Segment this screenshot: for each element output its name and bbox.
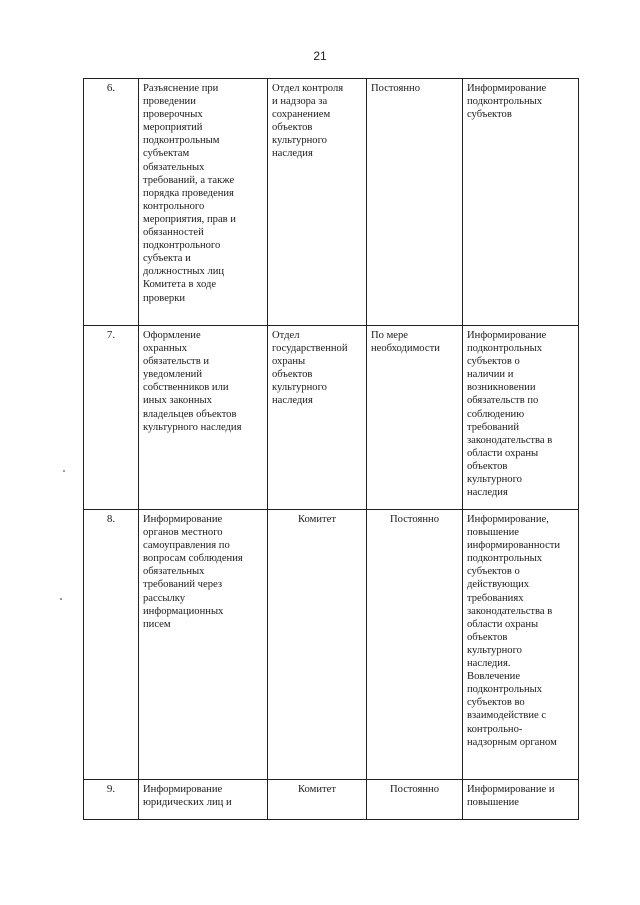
responsible-cell: Отдел контроля и надзора за сохранением объектов культурного наследия <box>268 79 367 326</box>
activity-cell: Разъяснение при проведении проверочных мероприятий подконтрольным субъектам обязательных требований, а также порядка проведения контрольного мероприятия, прав и обязанностей подконтрольного субъекта и должностных лиц Комитета в ходе проверки <box>139 79 268 326</box>
deadline-cell: Постоянно <box>367 510 463 780</box>
row-number: 8. <box>84 510 139 780</box>
activity-cell: Информирование органов местного самоуправления по вопросам соблюдения обязательных требований через рассылку информационных писем <box>139 510 268 780</box>
result-cell: Информирование, повышение информированности подконтрольных субъектов о действующих требованиях законодательства в области охраны объектов культурного наследия. Вовлечение подконтрольных субъектов во взаимодействие с контрольно- надзорным органом <box>463 510 579 780</box>
table-row <box>84 780 579 820</box>
deadline-cell: Постоянно <box>367 79 463 326</box>
activity-cell: Информирование юридических лиц и <box>139 780 268 820</box>
result-cell: Информирование подконтрольных субъектов о наличии и возникновении обязательств по соблюдению требований законодательства в области охраны объектов культурного наследия <box>463 326 579 510</box>
table-row <box>84 326 579 510</box>
responsible-cell: Отдел государственной охраны объектов культурного наследия <box>268 326 367 510</box>
scan-speck <box>60 598 62 600</box>
responsible-cell: Комитет <box>268 510 367 780</box>
deadline-cell: По мере необходимости <box>367 326 463 510</box>
row-number: 9. <box>84 780 139 820</box>
row-number: 6. <box>84 79 139 326</box>
activity-cell: Оформление охранных обязательств и уведомлений собственников или иных законных владельцев объектов культурного наследия <box>139 326 268 510</box>
row-number: 7. <box>84 326 139 510</box>
table-row <box>84 79 579 326</box>
result-cell: Информирование подконтрольных субъектов <box>463 79 579 326</box>
page-number: 21 <box>313 49 327 63</box>
deadline-cell: Постоянно <box>367 780 463 820</box>
scan-speck <box>63 470 65 472</box>
result-cell: Информирование и повышение <box>463 780 579 820</box>
table-row <box>84 510 579 780</box>
measures-table <box>83 78 579 820</box>
responsible-cell: Комитет <box>268 780 367 820</box>
